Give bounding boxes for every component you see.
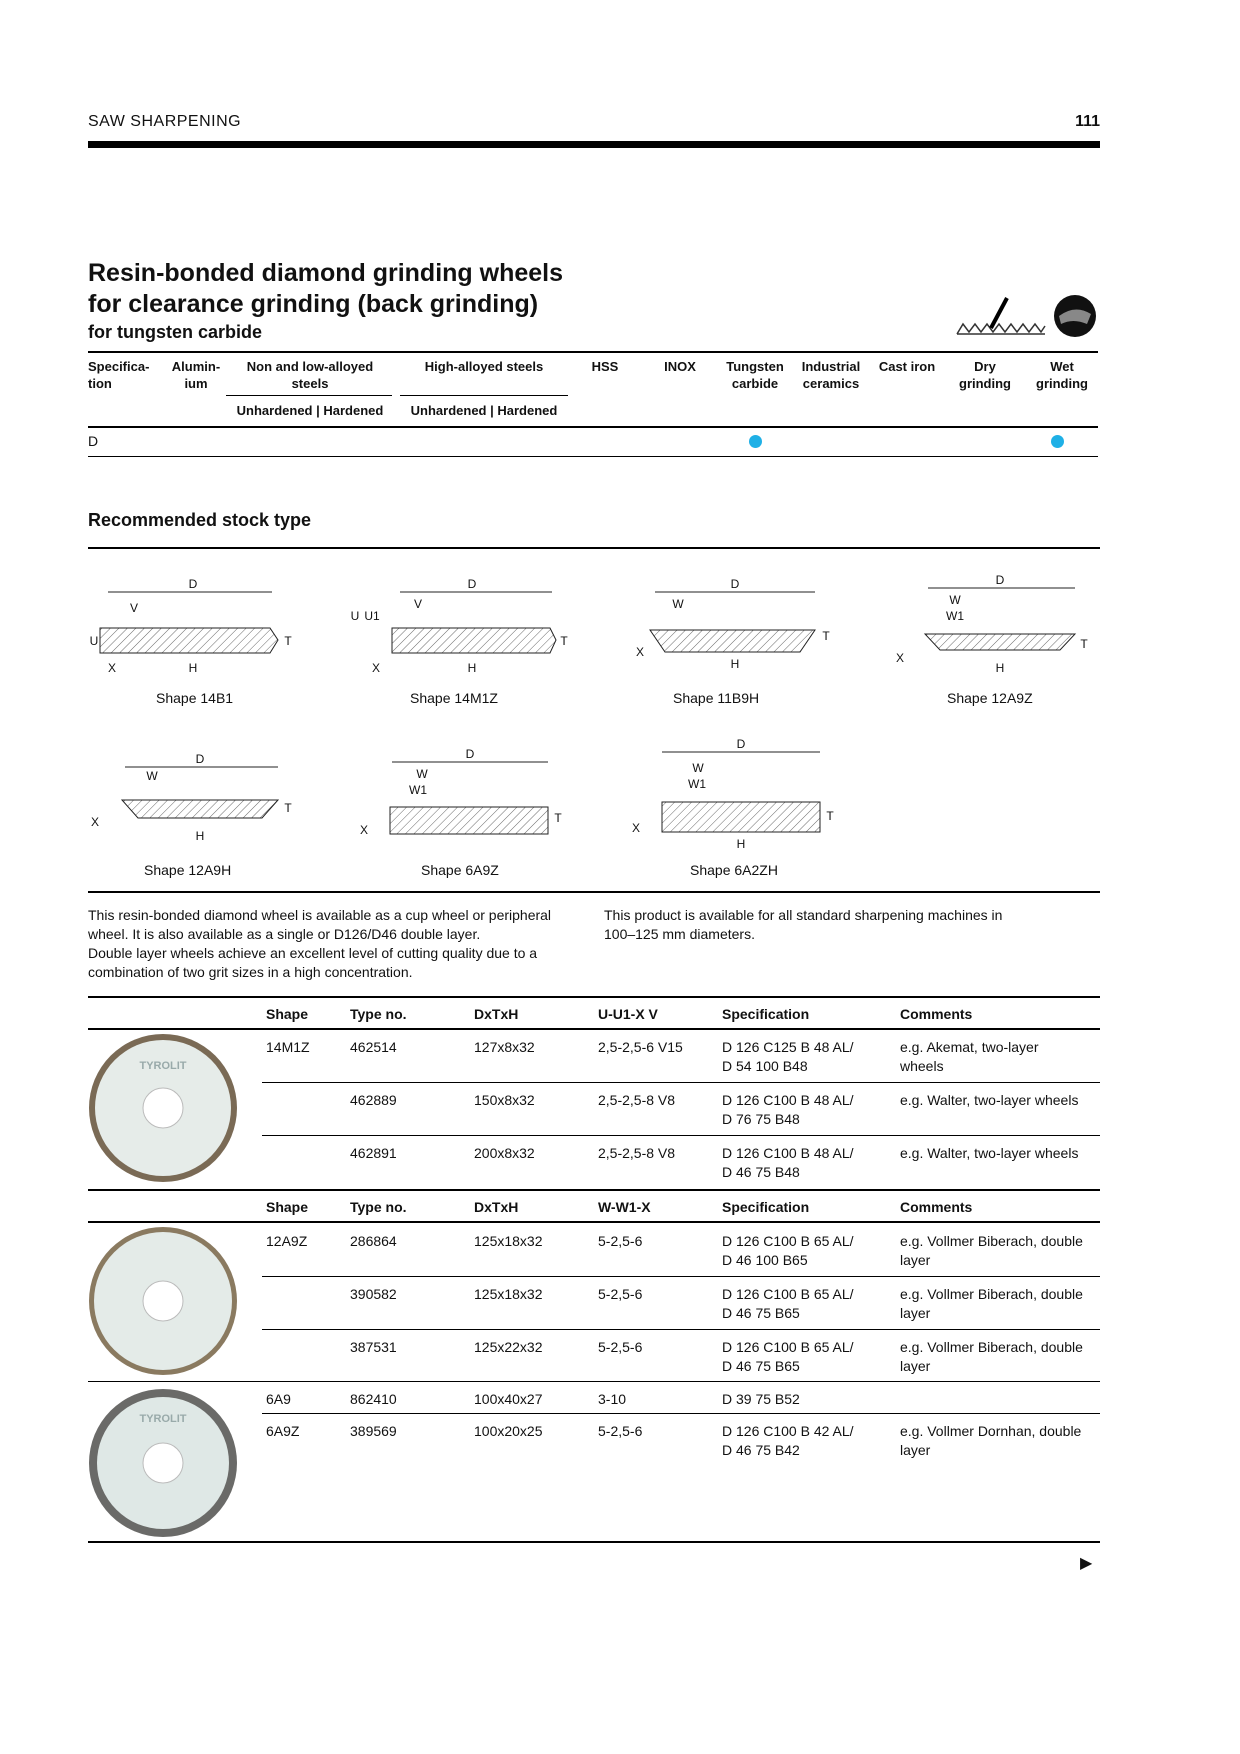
dim-D-6A9Z: D: [465, 747, 475, 761]
description-right: This product is available for all standard sharpening machines in 100–125 mm diameters.: [604, 907, 1003, 942]
dim-X-14B1: X: [107, 661, 117, 675]
table2-bottom-rule: [88, 1541, 1100, 1543]
section-title: SAW SHARPENING: [88, 113, 242, 130]
col-hss: HSS: [591, 359, 619, 374]
table1-top-rule: [88, 996, 1100, 998]
wheel-photo-14m1z: [88, 1033, 238, 1183]
dim-H-14M1Z: H: [467, 661, 477, 675]
table1-header-rule: [88, 1028, 1100, 1030]
caption-shape-11b9h: Shape 11B9H: [673, 690, 760, 706]
dim-T-6A9Z: T: [554, 811, 562, 825]
t1-h-comments: Comments: [900, 1006, 973, 1022]
dim-X-14M1Z: X: [371, 661, 381, 675]
wheel-logo-3: TYROLIT: [139, 1413, 187, 1425]
dim-X-12A9Z: X: [895, 651, 905, 665]
page-title-line2: for clearance grinding (back grinding): [88, 290, 539, 318]
col-specification: Specifica- tion: [88, 359, 150, 391]
t2-h-dim: DxTxH: [474, 1199, 519, 1215]
caption-shape-14b1: Shape 14B1: [156, 690, 234, 706]
dim-W1-12A9Z: W1: [946, 609, 964, 623]
dim-W-11B9H: W: [672, 597, 684, 611]
dim-X-12A9H: X: [90, 815, 100, 829]
wheel-logo-1: TYROLIT: [139, 1060, 187, 1072]
t2-h-type: Type no.: [350, 1199, 407, 1215]
dim-W-6A9Z: W: [416, 767, 428, 781]
dim-U1-14M1Z: U1: [364, 609, 380, 623]
caption-shape-12a9z: Shape 12A9Z: [947, 690, 1033, 706]
dim-W1-6A2ZH: W1: [688, 777, 706, 791]
page-title-line1: Resin-bonded diamond grinding wheels: [88, 259, 564, 287]
dim-V-14M1Z: V: [413, 597, 423, 611]
t1-h-ux: U-U1-X V: [598, 1006, 658, 1022]
dim-D-14B1: D: [188, 577, 198, 591]
dim-T-14M1Z: T: [560, 634, 568, 648]
col-dry-grinding: Dry grinding: [959, 359, 1011, 391]
dim-X-11B9H: X: [635, 645, 645, 659]
dim-D-12A9H: D: [195, 752, 205, 766]
row-spec-d: D: [88, 433, 99, 449]
t2-h-spec: Specification: [722, 1199, 810, 1215]
wheel-photo-6a9z: [88, 1388, 238, 1538]
t1-h-spec: Specification: [722, 1006, 810, 1022]
dim-X-6A9Z: X: [359, 823, 369, 837]
caption-shape-6a9z: Shape 6A9Z: [421, 862, 499, 878]
col-aluminium: Alumin- ium: [171, 359, 221, 391]
t2-h-comments: Comments: [900, 1199, 973, 1215]
t2-h-wx: W-W1-X: [598, 1199, 651, 1215]
t1-h-shape: Shape: [266, 1006, 309, 1022]
page-number: 111: [1075, 113, 1100, 130]
dim-H-6A2ZH: H: [736, 837, 746, 851]
dim-T-12A9Z: T: [1080, 637, 1088, 651]
dim-T-11B9H: T: [822, 629, 830, 643]
dim-U-14M1Z: U: [350, 609, 360, 623]
col-tungsten-carbide: Tungsten carbide: [726, 359, 784, 391]
t1-h-type: Type no.: [350, 1006, 407, 1022]
dim-T-12A9H: T: [284, 801, 292, 815]
t1-h-dim: DxTxH: [474, 1006, 519, 1022]
col-inox: INOX: [664, 359, 696, 374]
dim-T-14B1: T: [284, 634, 292, 648]
caption-shape-12a9h: Shape 12A9H: [144, 862, 232, 878]
sub-unhardened-hardened-2: Unhardened | Hardened: [410, 403, 558, 418]
recommended-heading: Recommended stock type: [88, 510, 312, 530]
col-industrial-ceramics: Industrial ceramics: [801, 359, 861, 391]
dim-H-11B9H: H: [730, 657, 740, 671]
caption-shape-6a2zh: Shape 6A2ZH: [690, 862, 778, 878]
col-wet-grinding: Wet grinding: [1036, 359, 1088, 391]
table2-top-rule: [88, 1189, 1100, 1191]
col-cast-iron: Cast iron: [878, 359, 936, 374]
dim-V-14B1: V: [129, 601, 139, 615]
dim-X-6A2ZH: X: [631, 821, 641, 835]
dim-H-14B1: H: [188, 661, 198, 675]
dim-D-6A2ZH: D: [736, 737, 746, 751]
sub-unhardened-hardened-1: Unhardened | Hardened: [236, 403, 384, 418]
dim-D-11B9H: D: [730, 577, 740, 591]
table2-header-rule: [88, 1221, 1100, 1223]
wheel-photo-12a9z: [88, 1226, 238, 1376]
dim-H-12A9H: H: [195, 829, 205, 843]
dim-W-12A9Z: W: [949, 593, 961, 607]
col-non-alloyed-steels: Non and low-alloyed steels: [246, 359, 374, 391]
dim-W-12A9H: W: [146, 769, 158, 783]
dim-D-14M1Z: D: [467, 577, 477, 591]
caption-shape-14m1z: Shape 14M1Z: [410, 690, 498, 706]
dim-U-14B1: U: [89, 634, 99, 648]
dim-D-12A9Z: D: [995, 573, 1005, 587]
t2-h-shape: Shape: [266, 1199, 309, 1215]
description-left: This resin-bonded diamond wheel is available as a cup wheel or peripheral wheel. It is also available as a single or D126/D46 double layer. Double layer wheels achieve an excellent level of cutting quality due to a combination of two grit sizes in a high concentration.: [88, 907, 552, 980]
next-page-arrow-icon[interactable]: ▶: [1080, 1555, 1093, 1572]
dim-W-6A2ZH: W: [692, 761, 704, 775]
dim-T-6A2ZH: T: [826, 809, 834, 823]
dim-W1-6A9Z: W1: [409, 783, 427, 797]
page-subtitle: for tungsten carbide: [88, 322, 263, 342]
dim-H-12A9Z: H: [995, 661, 1005, 675]
col-high-alloyed-steels: High-alloyed steels: [424, 359, 544, 374]
description-top-rule: [88, 891, 1100, 893]
